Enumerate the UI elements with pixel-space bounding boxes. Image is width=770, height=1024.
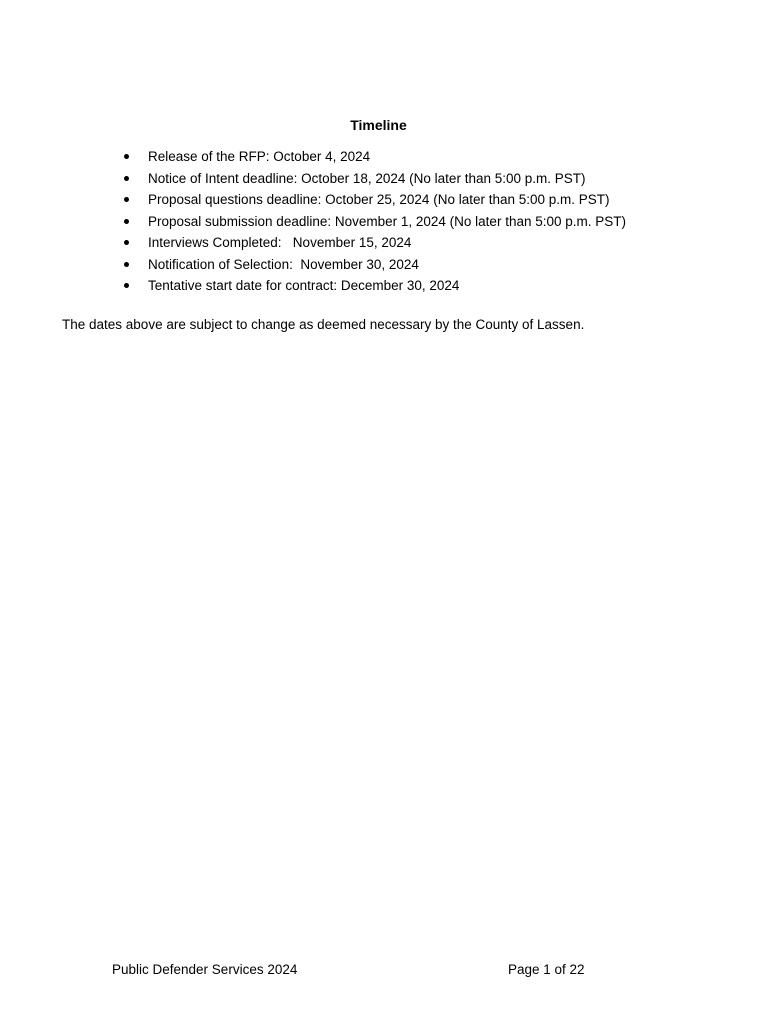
list-item (122, 146, 626, 168)
page-title: Timeline (350, 117, 407, 133)
list-item-text: Proposal submission deadline: November 1, 2024 (No later than 5:00 p.m. PST) (148, 213, 626, 229)
bullet-icon (124, 219, 129, 224)
bullet-icon (124, 176, 129, 181)
list-item (122, 275, 626, 297)
footer-document-title: Public Defender Services 2024 (112, 962, 298, 977)
bullet-icon (124, 262, 129, 267)
list-item (122, 211, 626, 233)
list-item-text: Tentative start date for contract: December 30, 2024 (148, 278, 460, 293)
list-item (122, 232, 626, 254)
bullet-icon (124, 197, 129, 202)
list-item-text: Interviews Completed: November 15, 2024 (148, 235, 412, 250)
list-item (122, 168, 626, 190)
disclaimer-note: The dates above are subject to change as deemed necessary by the County of Lassen. (62, 317, 585, 332)
list-item-text: Notice of Intent deadline: October 18, 2024 (No later than 5:00 p.m. PST) (148, 170, 586, 186)
list-item (122, 189, 626, 211)
bullet-icon (124, 283, 129, 288)
list-item-text: Release of the RFP: October 4, 2024 (148, 149, 371, 164)
list-item (122, 254, 626, 276)
bullet-icon (124, 154, 129, 159)
list-item-text: Notification of Selection: November 30, 2024 (148, 256, 419, 272)
footer-page-number: Page 1 of 22 (508, 962, 585, 977)
list-item-text: Proposal questions deadline: October 25, 2024 (No later than 5:00 p.m. PST) (148, 192, 610, 207)
timeline-list (122, 146, 626, 297)
bullet-icon (124, 240, 129, 245)
